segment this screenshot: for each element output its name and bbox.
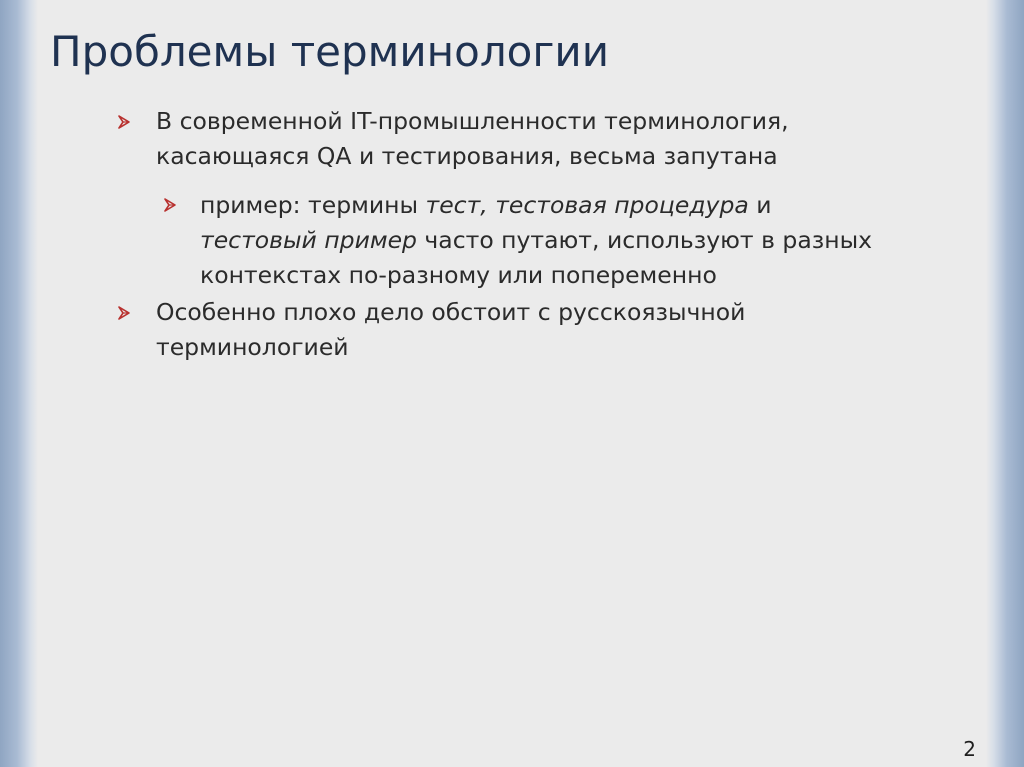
bullet-text-part: и <box>748 191 772 219</box>
chevron-arrow-icon <box>118 306 134 320</box>
chevron-arrow-icon <box>164 198 180 212</box>
bullet-item-russian-terminology <box>118 295 886 365</box>
bullet-text: В современной IT-промышленности терминология, касающаяся QA и тестирования, весьма запутана <box>156 107 789 170</box>
bullet-item-example <box>164 188 890 293</box>
left-side-band <box>0 0 38 767</box>
bullet-list <box>118 104 918 365</box>
slide-title: Проблемы терминологии <box>50 27 610 76</box>
italic-terms: тест, тестовая процедура <box>425 191 749 219</box>
italic-term: тестовый пример <box>200 226 417 254</box>
bullet-text-part: пример: термины <box>200 191 426 219</box>
chevron-arrow-icon <box>118 115 134 129</box>
page-number: 2 <box>963 737 976 761</box>
right-side-band <box>986 0 1024 767</box>
bullet-text: Особенно плохо дело обстоит с русскоязычной терминологией <box>156 298 746 361</box>
bullet-text-part: часто путают, используют в разных контекстах по-разному или попеременно <box>200 226 873 289</box>
bullet-item-it-terminology <box>118 104 886 174</box>
